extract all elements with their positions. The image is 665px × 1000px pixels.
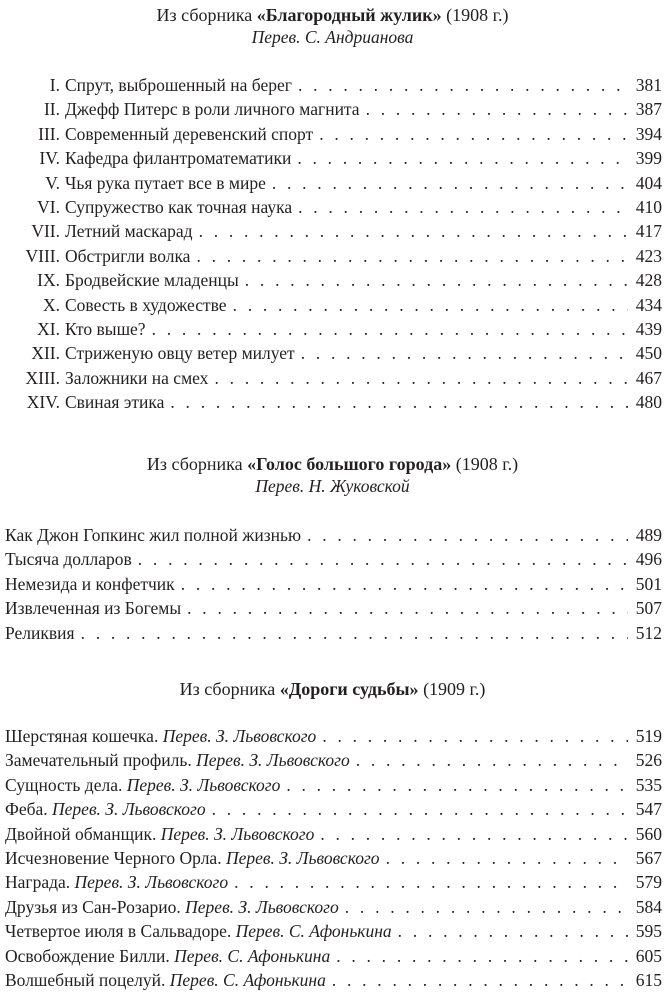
toc-entry	[0, 797, 662, 821]
entry-title-group	[65, 97, 360, 121]
entry-translator: Перев. З. Львовского	[162, 726, 317, 746]
entry-number: I.	[49, 75, 60, 95]
entry-title-group	[5, 596, 181, 620]
entry-title-group	[65, 195, 292, 219]
page-number: 567	[635, 847, 662, 868]
collection-name: «Голос большого города»	[247, 454, 452, 474]
dot-leader	[307, 523, 628, 547]
entry-title-group	[65, 268, 239, 292]
toc-entry	[0, 773, 662, 797]
toc-entry	[0, 748, 662, 772]
entry-title: Джефф Питерс в роли личного магнита	[65, 99, 360, 120]
toc-entry	[0, 317, 662, 341]
entry-title: Чья рука путает все в мире	[65, 172, 266, 193]
toc-entry	[0, 895, 662, 919]
entry-title-group	[65, 366, 208, 390]
entry-title-group	[5, 748, 350, 772]
entry-title: Заложники на смех	[65, 367, 209, 388]
toc-entry	[0, 244, 662, 268]
entry-title: Свиная этика	[65, 392, 165, 413]
page-number: 439	[635, 318, 662, 339]
entry-title-group	[5, 944, 330, 968]
page-number: 507	[635, 598, 662, 619]
entry-title: Спрут, выброшенный на берег	[65, 75, 292, 95]
toc-entry	[0, 572, 662, 596]
dot-leader	[345, 895, 628, 919]
dot-leader	[234, 870, 628, 894]
entry-title: Современный деревенский спорт	[65, 123, 314, 144]
entry-title: Кто выше?	[65, 318, 146, 339]
toc-entry	[0, 822, 662, 846]
toc-entry	[0, 366, 662, 390]
entry-number: V.	[45, 172, 60, 193]
page-number: 512	[635, 622, 662, 643]
toc-entry	[0, 293, 662, 317]
section-title: Из сборника «Дороги судьбы» (1909 г.)	[179, 679, 486, 699]
toc-entry	[0, 122, 662, 146]
entry-title: Друзья из Сан-Розарио.	[5, 896, 181, 917]
entry-translator: Перев. С. Афонькина	[169, 969, 326, 990]
entry-translator: Перев. З. Львовского	[196, 750, 350, 771]
entry-translator: Перев. З. Львовского	[126, 774, 281, 795]
page-number: 579	[635, 872, 662, 893]
section-heading-3	[0, 678, 665, 700]
toc-entry	[0, 919, 662, 943]
entry-title-group	[5, 846, 380, 870]
entry-title-group	[65, 341, 295, 365]
toc-list-1	[0, 73, 662, 414]
page-number: 519	[635, 726, 662, 746]
dot-leader	[187, 596, 628, 620]
entry-title-group	[5, 870, 228, 894]
entry-title-group	[5, 547, 132, 571]
entry-translator: Перев. З. Львовского	[185, 896, 339, 917]
entry-title-group	[65, 146, 291, 170]
entry-title-group	[5, 724, 316, 748]
dot-leader	[245, 268, 628, 292]
entry-title: Бродвейские младенцы	[65, 270, 239, 291]
dot-leader	[386, 846, 628, 870]
toc-entry	[0, 268, 662, 292]
entry-translator: Перев. З. Львовского	[52, 799, 206, 820]
entry-number: III.	[38, 123, 60, 144]
entry-title-group	[65, 244, 190, 268]
entry-title-group	[65, 73, 292, 97]
dot-leader	[81, 621, 628, 645]
dot-leader	[398, 919, 628, 943]
entry-title: Награда.	[5, 872, 71, 893]
entry-number: XI.	[37, 318, 60, 339]
entry-title: Феба.	[5, 799, 48, 820]
dot-leader	[212, 797, 628, 821]
entry-title-group	[5, 572, 175, 596]
page-number: 417	[635, 221, 662, 242]
entry-number: XII.	[31, 343, 60, 364]
page-number: 526	[635, 750, 662, 771]
dot-leader	[298, 195, 628, 219]
toc-entry	[0, 724, 662, 748]
toc-entry	[0, 171, 662, 195]
entry-title-group	[65, 219, 193, 243]
page-number: 434	[635, 294, 662, 315]
entry-title-group	[5, 968, 326, 992]
entry-title-group	[65, 317, 146, 341]
entry-title: Совесть в художестве	[65, 294, 227, 315]
section-translator: Перев. Н. Жуковской	[255, 476, 410, 496]
entry-title-group	[65, 390, 164, 414]
entry-title: Летний маскарад	[65, 221, 193, 242]
entry-title: Двойной обманщик.	[5, 823, 157, 844]
entry-number: VI.	[37, 196, 60, 217]
entry-translator: Перев. С. Афонькина	[235, 921, 392, 942]
entry-translator: Перев. З. Львовского	[160, 823, 315, 844]
page-number: 399	[635, 148, 662, 169]
section-title: Из сборника «Благородный жулик» (1908 г.)	[156, 5, 509, 25]
section-heading-2	[0, 453, 665, 497]
entry-title: Освобождение Билли.	[5, 945, 170, 966]
page-number: 501	[635, 573, 662, 594]
toc-entry	[0, 195, 662, 219]
toc-entry	[0, 341, 662, 365]
entry-title-group	[5, 919, 392, 943]
toc-entry	[0, 968, 662, 992]
entry-title: Тысяча долларов	[5, 549, 132, 570]
entry-translator: Перев. З. Львовского	[225, 847, 380, 868]
dot-leader	[138, 547, 628, 571]
entry-translator: Перев. С. Афонькина	[174, 945, 331, 966]
toc-entry	[0, 944, 662, 968]
dot-leader	[170, 390, 628, 414]
collection-name: «Благородный жулик»	[256, 5, 442, 25]
toc-list-3	[0, 724, 662, 992]
dot-leader	[356, 748, 628, 772]
dot-leader	[332, 968, 628, 992]
entry-number: VII.	[31, 221, 60, 242]
dot-leader	[214, 366, 628, 390]
entry-title-group	[5, 773, 280, 797]
entry-title-group	[5, 797, 206, 821]
entry-title-group	[65, 293, 227, 317]
entry-title: Шерстяная кошечка.	[5, 726, 159, 746]
page-number: 595	[635, 921, 662, 942]
entry-number: II.	[43, 99, 60, 120]
entry-title: Реликвия	[5, 622, 75, 643]
page-number: 547	[635, 799, 662, 820]
toc-entry	[0, 97, 662, 121]
toc-entry	[0, 523, 662, 547]
toc-entry	[0, 219, 662, 243]
page-number: 467	[635, 367, 662, 388]
toc-entry	[0, 73, 662, 97]
entry-title: Сущность дела.	[5, 774, 123, 795]
entry-number: IV.	[39, 148, 60, 169]
page-number: 535	[635, 774, 662, 795]
page-number: 480	[635, 392, 662, 413]
toc-entry	[0, 596, 662, 620]
dot-leader	[286, 773, 628, 797]
entry-title: Четвертое июля в Сальвадоре.	[5, 921, 232, 942]
dot-leader	[199, 219, 628, 243]
toc-entry	[0, 547, 662, 571]
page-number: 428	[635, 270, 662, 291]
entry-title: Супружество как точная наука	[65, 196, 293, 217]
entry-number: VIII.	[25, 245, 60, 266]
page-number: 584	[635, 896, 662, 917]
dot-leader	[301, 341, 628, 365]
dot-leader	[366, 97, 628, 121]
page-number: 423	[635, 245, 662, 266]
entry-number: X.	[42, 294, 60, 315]
page-number: 381	[635, 75, 662, 95]
page-number: 387	[635, 99, 662, 120]
page-number: 394	[635, 123, 662, 144]
dot-leader	[319, 122, 628, 146]
entry-title: Замечательный профиль.	[5, 750, 192, 771]
dot-leader	[181, 572, 628, 596]
entry-title-group	[5, 523, 301, 547]
page-number: 615	[635, 969, 662, 990]
page-number: 404	[635, 172, 662, 193]
dot-leader	[152, 317, 628, 341]
page-number: 410	[635, 196, 662, 217]
page-number: 560	[635, 823, 662, 844]
entry-title-group	[5, 895, 339, 919]
page-number: 496	[635, 549, 662, 570]
toc-entry	[0, 870, 662, 894]
dot-leader	[322, 724, 628, 748]
toc-entry	[0, 146, 662, 170]
toc-list-2	[0, 523, 662, 645]
dot-leader	[272, 171, 628, 195]
entry-title-group	[5, 621, 75, 645]
toc-entry	[0, 621, 662, 645]
entry-title-group	[65, 122, 313, 146]
entry-title: Обстригли волка	[65, 245, 191, 266]
entry-translator: Перев. З. Львовского	[74, 872, 229, 893]
page-number: 489	[635, 525, 662, 545]
dot-leader	[298, 73, 628, 97]
dot-leader	[297, 146, 628, 170]
entry-title: Немезида и конфетчик	[5, 573, 175, 594]
dot-leader	[196, 244, 628, 268]
toc-entry	[0, 390, 662, 414]
collection-name: «Дороги судьбы»	[279, 679, 419, 699]
page-number: 605	[635, 945, 662, 966]
toc-entry	[0, 846, 662, 870]
section-title: Из сборника «Голос большого города» (1908 г.)	[146, 454, 519, 474]
entry-title-group	[5, 822, 314, 846]
entry-title: Извлеченная из Богемы	[5, 598, 182, 619]
entry-number: XIII.	[25, 367, 60, 388]
entry-title: Кафедра филантроматематики	[65, 148, 292, 169]
section-heading-1	[0, 4, 665, 48]
dot-leader	[336, 944, 628, 968]
entry-number: XIV.	[26, 392, 60, 413]
entry-title: Стриженую овцу ветер милует	[65, 343, 295, 364]
dot-leader	[233, 293, 628, 317]
dot-leader	[320, 822, 628, 846]
entry-number: IX.	[37, 270, 60, 291]
entry-title: Волшебный поцелуй.	[5, 969, 166, 990]
entry-title-group	[65, 171, 266, 195]
entry-title: Как Джон Гопкинс жил полной жизнью	[5, 525, 302, 545]
entry-title: Исчезновение Черного Орла.	[5, 847, 222, 868]
page-number: 450	[635, 343, 662, 364]
section-translator: Перев. С. Андрианова	[251, 27, 414, 47]
